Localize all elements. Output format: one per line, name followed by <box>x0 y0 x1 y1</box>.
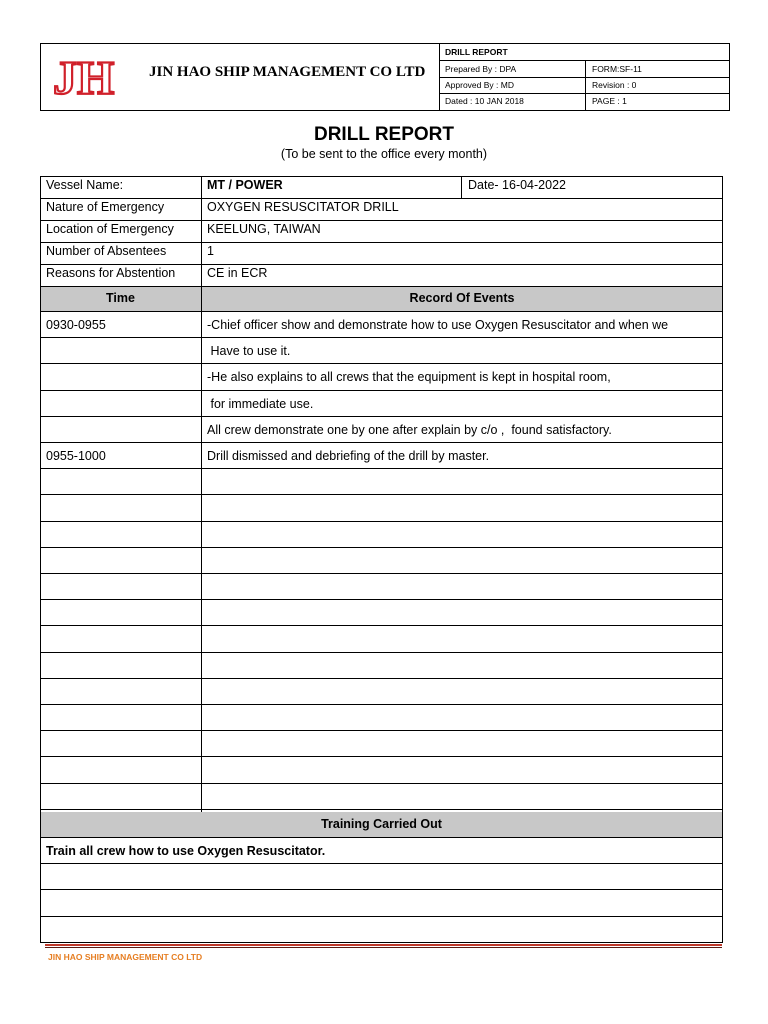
event-record-cell: for immediate use. <box>207 396 314 411</box>
location-value: KEELUNG, TAIWAN <box>207 222 321 236</box>
grid-hline <box>40 916 723 917</box>
training-header: Training Carried Out <box>321 817 442 831</box>
grid-hline <box>40 942 723 943</box>
svg-text:JH: JH <box>53 52 115 102</box>
grid-vline <box>722 176 723 943</box>
grid-hline <box>40 468 723 469</box>
reasons-label: Reasons for Abstention <box>46 266 176 280</box>
form-title-label: DRILL REPORT <box>445 47 508 57</box>
page-subtitle: (To be sent to the office every month) <box>280 147 488 161</box>
grid-hline <box>40 198 723 199</box>
absentees-value: 1 <box>207 244 214 258</box>
reasons-value: CE in ECR <box>207 266 268 280</box>
page-number: PAGE : 1 <box>592 96 627 106</box>
grid-hline <box>40 264 723 265</box>
event-record-cell: -He also explains to all crews that the equipment is kept in hospital room, <box>207 370 611 385</box>
grid-hline <box>40 837 723 838</box>
grid-vline <box>461 176 462 198</box>
record-column-header: Record Of Events <box>409 291 515 305</box>
event-time-cell: 0930-0955 <box>46 318 106 332</box>
absentees-label: Number of Absentees <box>46 244 167 258</box>
grid-hline <box>40 363 723 364</box>
company-logo-area <box>41 44 440 110</box>
grid-hline <box>40 390 723 391</box>
nature-label: Nature of Emergency <box>46 200 165 214</box>
nature-value: OXYGEN RESUSCITATOR DRILL <box>207 200 399 214</box>
grid-hline <box>40 242 723 243</box>
dated: Dated : 10 JAN 2018 <box>445 96 524 106</box>
grid-hline <box>40 730 723 731</box>
grid-hline <box>40 783 723 784</box>
training-row-text: Train all crew how to use Oxygen Resuscitator. <box>46 844 326 858</box>
grid-hline <box>40 176 723 177</box>
grid-hline <box>40 704 723 705</box>
prepared-by: Prepared By : DPA <box>445 64 517 74</box>
grid-hline <box>40 599 723 600</box>
event-time-cell: 0955-1000 <box>46 449 106 463</box>
footer-rule <box>45 944 722 946</box>
event-record-cell: -Chief officer show and demonstrate how to use Oxygen Resuscitator and when we <box>207 318 669 332</box>
grid-hline <box>40 756 723 757</box>
grid-hline <box>40 521 723 522</box>
time-column-header: Time <box>106 291 135 305</box>
grid-hline <box>40 652 723 653</box>
company-logo <box>51 50 131 102</box>
footer-rule-dark <box>45 947 722 948</box>
grid-vline <box>40 176 41 943</box>
location-label: Location of Emergency <box>46 222 174 236</box>
event-record-cell: All crew demonstrate one by one after explain by c/o , found satisfactory. <box>207 422 612 437</box>
vessel-name-value: MT / POWER <box>207 178 283 192</box>
grid-hline <box>40 625 723 626</box>
grid-hline <box>40 809 723 810</box>
company-name: JIN HAO SHIP MANAGEMENT CO LTD <box>149 64 426 80</box>
grid-hline <box>40 220 723 221</box>
event-record-cell: Have to use it. <box>207 344 291 359</box>
approved-by: Approved By : MD <box>445 80 514 90</box>
footer-company-name: JIN HAO SHIP MANAGEMENT CO LTD <box>48 952 203 962</box>
grid-hline <box>40 416 723 417</box>
form-meta-table <box>439 44 729 110</box>
form-number: FORM:SF-11 <box>592 64 642 74</box>
grid-hline <box>40 863 723 864</box>
grid-hline <box>40 573 723 574</box>
grid-hline <box>40 337 723 338</box>
grid-hline <box>40 678 723 679</box>
grid-hline <box>40 547 723 548</box>
grid-hline <box>40 286 723 287</box>
grid-hline <box>40 311 723 312</box>
page-title: DRILL REPORT <box>313 124 455 145</box>
event-record-cell: Drill dismissed and debriefing of the drill by master. <box>207 449 490 463</box>
grid-hline <box>40 442 723 443</box>
form-header <box>40 43 730 111</box>
grid-hline <box>40 889 723 890</box>
revision: Revision : 0 <box>592 80 637 90</box>
drill-date: Date- 16-04-2022 <box>468 178 566 192</box>
grid-hline <box>40 494 723 495</box>
grid-vline <box>201 176 202 812</box>
vessel-name-label: Vessel Name: <box>46 178 124 192</box>
